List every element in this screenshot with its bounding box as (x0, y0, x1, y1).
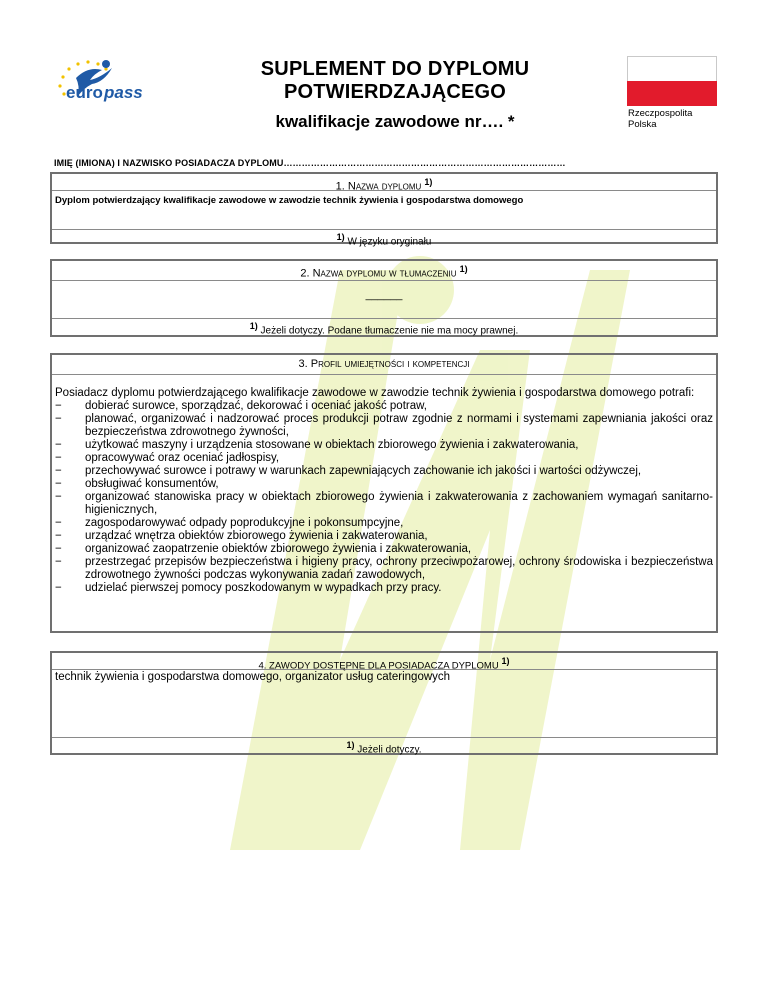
section-3-heading: 3. Profil umiejętności i kompetencji (298, 358, 470, 370)
skill-item: − obsługiwać konsumentów, (55, 478, 713, 491)
section-1-header (52, 174, 716, 191)
section-occupations (50, 651, 718, 755)
country-line-2: Polska (628, 119, 657, 130)
section-4-note-text: Jeżeli dotyczy. (357, 744, 422, 756)
skills-intro: Posiadacz dyplomu potwierdzającego kwalifikacje zawodowe w zawodzie technik żywienia i gospodarstwa domowego potrafi: (55, 387, 695, 399)
skill-item: − organizować stanowiska pracy w obiektach zbiorowego żywienia i zakwaterowania z zachowaniem wymagań sanitarno-higienicznych, (55, 491, 713, 517)
country-line-1: Rzeczpospolita (628, 108, 693, 119)
title-line-1: SUPLEMENT DO DYPLOMU POTWIERDZAJĄCEGO (260, 58, 530, 103)
skills-list (55, 400, 713, 595)
section-1-note-text: W języku oryginału (347, 236, 432, 248)
section-diploma-name (50, 172, 718, 248)
svg-text:pass: pass (104, 83, 143, 102)
skill-item: − użytkować maszyny i urządzenia stosowane w obiektach zbiorowego żywienia i zakwaterowania, (55, 439, 713, 452)
section-3-header (52, 355, 716, 375)
diploma-name-value: Dyplom potwierdzający kwalifikacje zawodowe w zawodzie technik żywienia i gospodarstwa domowego (52, 191, 716, 230)
title-line-2: kwalifikacje zawodowe nr…. * (275, 112, 515, 131)
country-name (628, 108, 692, 130)
holder-name-label: IMIĘ (IMIONA) I NAZWISKO POSIADACZA DYPLOMU………………………………………………………………………………… (54, 158, 566, 168)
polish-flag (627, 56, 717, 106)
translation-value: ______ (52, 281, 716, 319)
document-title (180, 58, 610, 132)
section-1-heading: 1. Nazwa dyplomu (335, 180, 422, 193)
section-2-header (52, 261, 716, 281)
skill-item: − urządzać wnętrza obiektów zbiorowego żywienia i zakwaterowania, (55, 530, 713, 543)
section-2-heading: 2. Nazwa dyplomu w tłumaczeniu (300, 267, 457, 280)
footnote-marker: 1) (346, 740, 355, 750)
skill-item: − organizować zaopatrzenie obiektów zbiorowego żywienia i zakwaterowania, (55, 543, 713, 556)
footnote-marker: 1) (501, 656, 510, 666)
skill-item: − przechowywać surowce i potrawy w warunkach zapewniających zachowanie ich jakości i wartości odżywczej, (55, 465, 713, 478)
section-4-header (52, 653, 716, 670)
occupations-value: technik żywienia i gospodarstwa domowego, organizator usług cateringowych (52, 670, 716, 738)
section-diploma-translation (50, 259, 718, 337)
section-4-heading: 4. ZAWODY DOSTĘPNE DLA POSIADACZA DYPLOMU (258, 660, 499, 672)
section-4-note (52, 738, 716, 756)
skill-item: − planować, organizować i nadzorować proces produkcji potraw zgodnie z normami i systemami zapewniania jakości oraz bezpieczeństwa zdrowotnego żywności, (55, 413, 713, 439)
skills-profile-content (52, 375, 716, 631)
skill-item: − przestrzegać przepisów bezpieczeństwa i higieny pracy, ochrony przeciwpożarowej, ochrony środowiska i bezpieczeństwa zdrowotnego żywności podczas wykonywania zadań zawodowych, (55, 556, 713, 582)
footnote-marker: 1) (424, 177, 433, 187)
section-2-note-text: Jeżeli dotyczy. Podane tłumaczenie nie ma mocy prawnej. (260, 325, 519, 337)
footnote-marker: 1) (336, 232, 345, 242)
skill-item: − opracowywać oraz oceniać jadłospisy, (55, 452, 713, 465)
section-2-note (52, 319, 716, 335)
footnote-marker: 1) (249, 321, 258, 331)
flag-red-stripe (627, 81, 717, 106)
europass-logo (54, 56, 158, 102)
flag-white-stripe (627, 56, 717, 81)
svg-text:euro: euro (66, 83, 103, 102)
skill-item: − zagospodarowywać odpady poprodukcyjne i pokonsumpcyjne, (55, 517, 713, 530)
section-skills-profile (50, 353, 718, 633)
section-1-note (52, 230, 716, 248)
footnote-marker: 1) (459, 264, 468, 274)
skill-item: − udzielać pierwszej pomocy poszkodowanym w wypadkach przy pracy. (55, 582, 713, 595)
skill-item: − dobierać surowce, sporządzać, dekorować i oceniać jakość potraw, (55, 400, 713, 413)
